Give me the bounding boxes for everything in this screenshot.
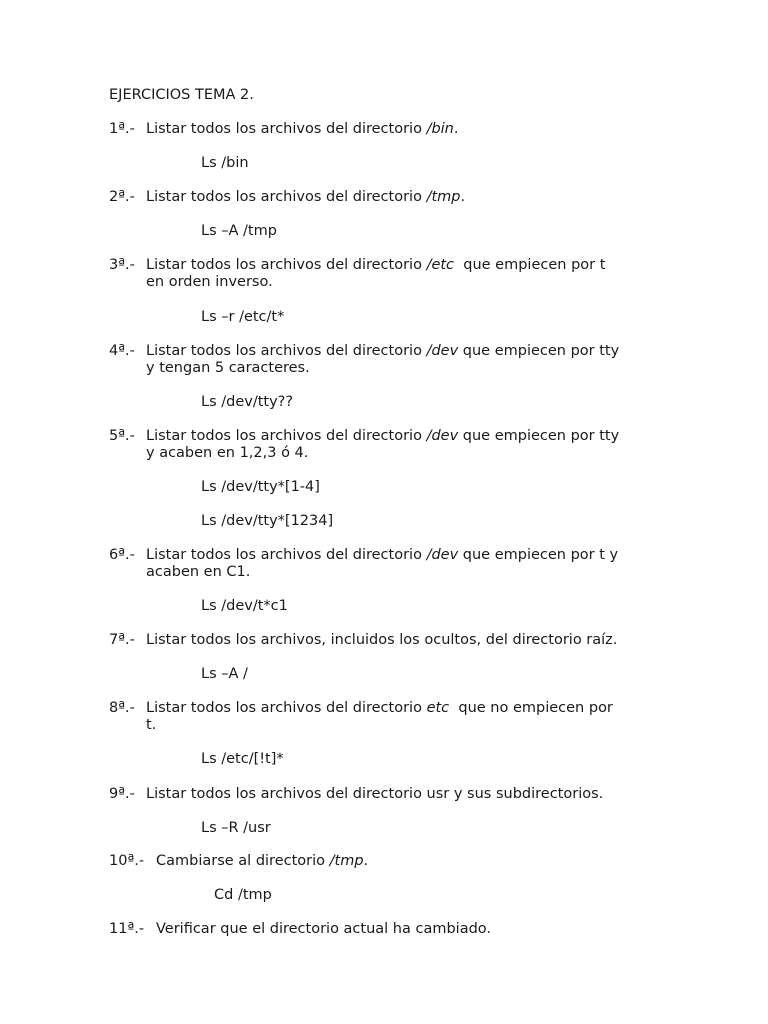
exercise-path: /tmp: [426, 189, 461, 205]
exercise-text: Listar todos los archivos del directorio: [146, 547, 427, 563]
exercise-3-continuation: en orden inverso.: [146, 274, 273, 290]
exercise-text: Cambiarse al directorio: [156, 853, 330, 869]
exercise-8-command: Ls /etc/[!t]*: [201, 751, 284, 767]
exercise-7-command: Ls –A /: [201, 666, 248, 682]
exercise-number: 5ª.-: [109, 428, 135, 444]
exercise-text: Verificar que el directorio actual ha cambiado.: [156, 921, 492, 937]
exercise-5-continuation: y acaben en 1,2,3 ó 4.: [146, 445, 309, 461]
exercise-path: /dev: [426, 343, 459, 359]
exercise-number: 6ª.-: [109, 547, 135, 563]
exercise-3: [109, 256, 605, 274]
exercise-1-command: Ls /bin: [201, 155, 249, 171]
exercise-path: etc: [426, 700, 450, 716]
exercise-6-command: Ls /dev/t*c1: [201, 598, 288, 614]
exercise-text-end: que no empiecen por: [449, 700, 613, 716]
exercise-number: 8ª.-: [109, 700, 135, 716]
exercise-1: [109, 120, 458, 138]
exercise-text: Listar todos los archivos del directorio usr y sus subdirectorios.: [146, 786, 604, 802]
exercise-10-command: Cd /tmp: [214, 887, 272, 903]
exercise-text-end: que empiecen por tty: [458, 343, 620, 359]
exercise-path: /dev: [426, 547, 459, 563]
exercise-path: /bin: [426, 121, 454, 137]
exercise-6: [109, 546, 618, 564]
exercise-3-command: Ls –r /etc/t*: [201, 309, 285, 325]
exercise-path: /dev: [426, 428, 459, 444]
exercise-text: Listar todos los archivos del directorio: [146, 343, 427, 359]
exercise-number: 2ª.-: [109, 189, 135, 205]
exercise-text-end: que empiecen por tty: [458, 428, 620, 444]
exercise-5-command: Ls /dev/tty*[1-4]: [201, 479, 320, 495]
exercise-5-command-alt: Ls /dev/tty*[1234]: [201, 513, 334, 529]
exercise-text: Listar todos los archivos del directorio: [146, 121, 427, 137]
exercise-4: [109, 342, 619, 360]
exercise-number: 7ª.-: [109, 632, 135, 648]
exercise-path: /tmp: [329, 853, 364, 869]
exercise-2: [109, 188, 465, 206]
exercise-path: /etc: [426, 257, 455, 273]
exercise-text: Listar todos los archivos, incluidos los ocultos, del directorio raíz.: [146, 632, 618, 648]
exercise-number: 4ª.-: [109, 343, 135, 359]
exercise-number: 10ª.-: [109, 853, 145, 869]
exercise-text: Listar todos los archivos del directorio: [146, 189, 427, 205]
document-title: EJERCICIOS TEMA 2.: [109, 87, 254, 103]
exercise-9-command: Ls –R /usr: [201, 820, 271, 836]
exercise-text-end: .: [460, 189, 466, 205]
exercise-number: 3ª.-: [109, 257, 135, 273]
exercise-4-command: Ls /dev/tty??: [201, 394, 294, 410]
exercise-5: [109, 427, 619, 445]
exercise-text: Listar todos los archivos del directorio: [146, 700, 427, 716]
exercise-text: Listar todos los archivos del directorio: [146, 257, 427, 273]
exercise-4-continuation: y tengan 5 caracteres.: [146, 360, 310, 376]
exercise-11: [109, 920, 491, 938]
exercise-text-end: que empiecen por t y: [458, 547, 619, 563]
exercise-number: 11ª.-: [109, 921, 145, 937]
exercise-number: 1ª.-: [109, 121, 135, 137]
exercise-8-continuation: t.: [146, 717, 157, 733]
exercise-text-end: .: [453, 121, 459, 137]
exercise-6-continuation: acaben en C1.: [146, 564, 251, 580]
exercise-text-end: que empiecen por t: [454, 257, 606, 273]
exercise-number: 9ª.-: [109, 786, 135, 802]
exercise-2-command: Ls –A /tmp: [201, 223, 277, 239]
exercise-text-end: .: [363, 853, 369, 869]
exercise-10: [109, 852, 368, 870]
exercise-8: [109, 699, 613, 717]
exercise-7: [109, 631, 617, 649]
exercise-text: Listar todos los archivos del directorio: [146, 428, 427, 444]
exercise-9: [109, 785, 603, 803]
